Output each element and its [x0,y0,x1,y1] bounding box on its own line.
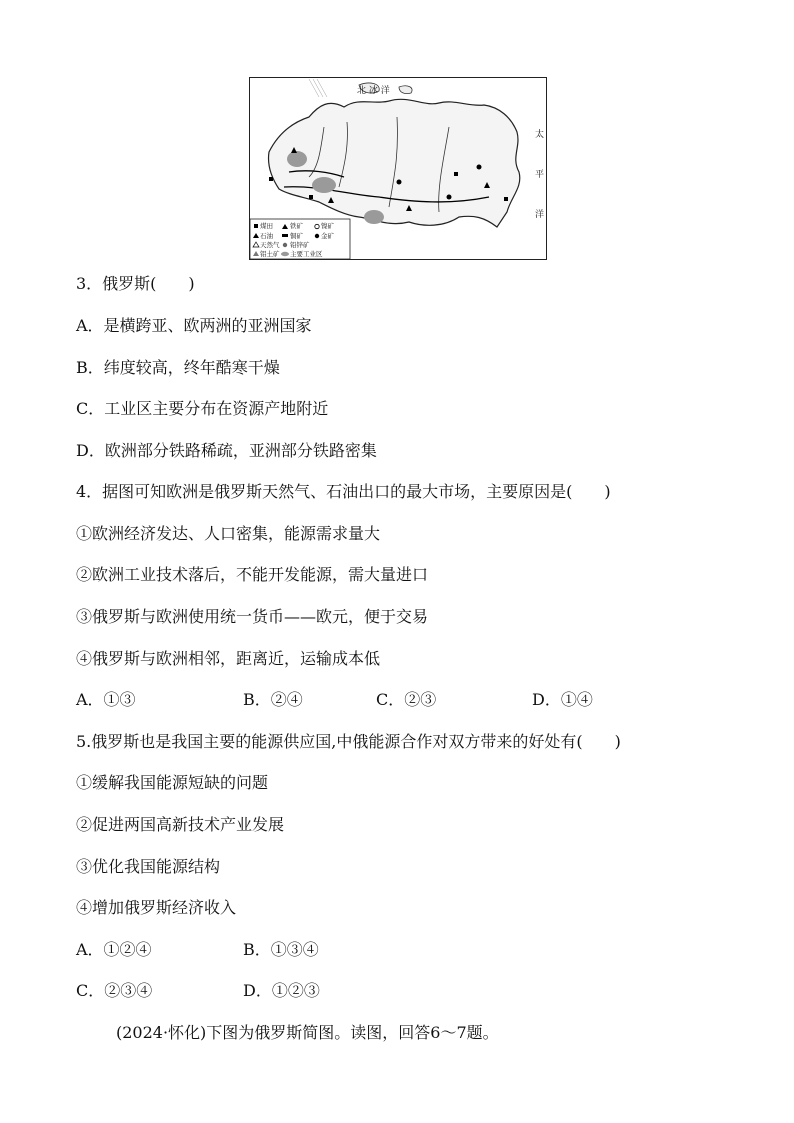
legend-label: 铜矿 [290,232,303,240]
legend-label: 铝土矿 [260,250,280,258]
q5-item-3: ③优化我国能源结构 [76,857,221,876]
q4-item-4: ④俄罗斯与欧洲相邻，距离近，运输成本低 [76,649,381,668]
q5-stem: 5.俄罗斯也是我国主要的能源供应国,中俄能源合作对双方带来的好处有( ) [76,732,621,751]
sea-label: 北 冰 洋 [357,86,390,96]
russia-resource-map [249,77,547,260]
copper-icon [282,234,288,237]
q5-choice-b: B．①③④ [243,940,319,959]
coal-icon [254,224,258,228]
q4-choice-b: B．②④ [243,690,303,709]
legend-label: 主要工业区 [290,250,323,258]
q4-choice-d: D．①④ [532,690,593,709]
q5-choice-c: C．②③④ [76,981,153,1000]
leadzinc-icon [283,243,287,247]
q3-option-b: B．纬度较高，终年酷寒干燥 [76,358,280,377]
q5-choice-d: D．①②③ [243,981,320,1000]
industry-icon [281,252,289,256]
legend-label: 铁矿 [290,222,303,230]
q4-item-2: ②欧洲工业技术落后，不能开发能源，需大量进口 [76,565,429,584]
q5-item-4: ④增加俄罗斯经济收入 [76,898,237,917]
legend-label: 煤田 [260,222,273,230]
q5-item-1: ①缓解我国能源短缺的问题 [76,773,269,792]
q4-stem: 4．据图可知欧洲是俄罗斯天然气、石油出口的最大市场，主要原因是( ) [76,482,611,501]
legend-label: 镍矿 [321,222,334,230]
q4-item-3: ③俄罗斯与欧洲使用统一货币——欧元，便于交易 [76,607,429,626]
q3-stem: 3．俄罗斯( ) [76,274,195,293]
q3-option-d: D．欧洲部分铁路稀疏，亚洲部分铁路密集 [76,441,377,460]
q4-item-1: ①欧洲经济发达、人口密集，能源需求量大 [76,524,381,543]
side-char-2: 平 [535,170,545,180]
side-char-1: 太 [535,130,545,140]
legend-label: 铅锌矿 [290,241,310,249]
q5-choice-a: A．①②④ [76,940,152,959]
side-char-3: 洋 [535,210,545,220]
q3-option-a: A．是横跨亚、欧两洲的亚洲国家 [76,316,312,335]
q4-choice-a: A．①③ [76,690,136,709]
q4-choice-c: C．②③ [376,690,437,709]
gold-icon [315,234,319,238]
q5-item-2: ②促进两国高新技术产业发展 [76,815,285,834]
legend-label: 天然气 [260,241,280,249]
legend-label: 石油 [260,232,273,240]
q6-7-intro: (2024·怀化)下图为俄罗斯简图。读图，回答6～7题。 [116,1023,499,1042]
legend-label: 金矿 [321,232,334,240]
q3-option-c: C．工业区主要分布在资源产地附近 [76,399,329,418]
map-legend [250,219,350,259]
